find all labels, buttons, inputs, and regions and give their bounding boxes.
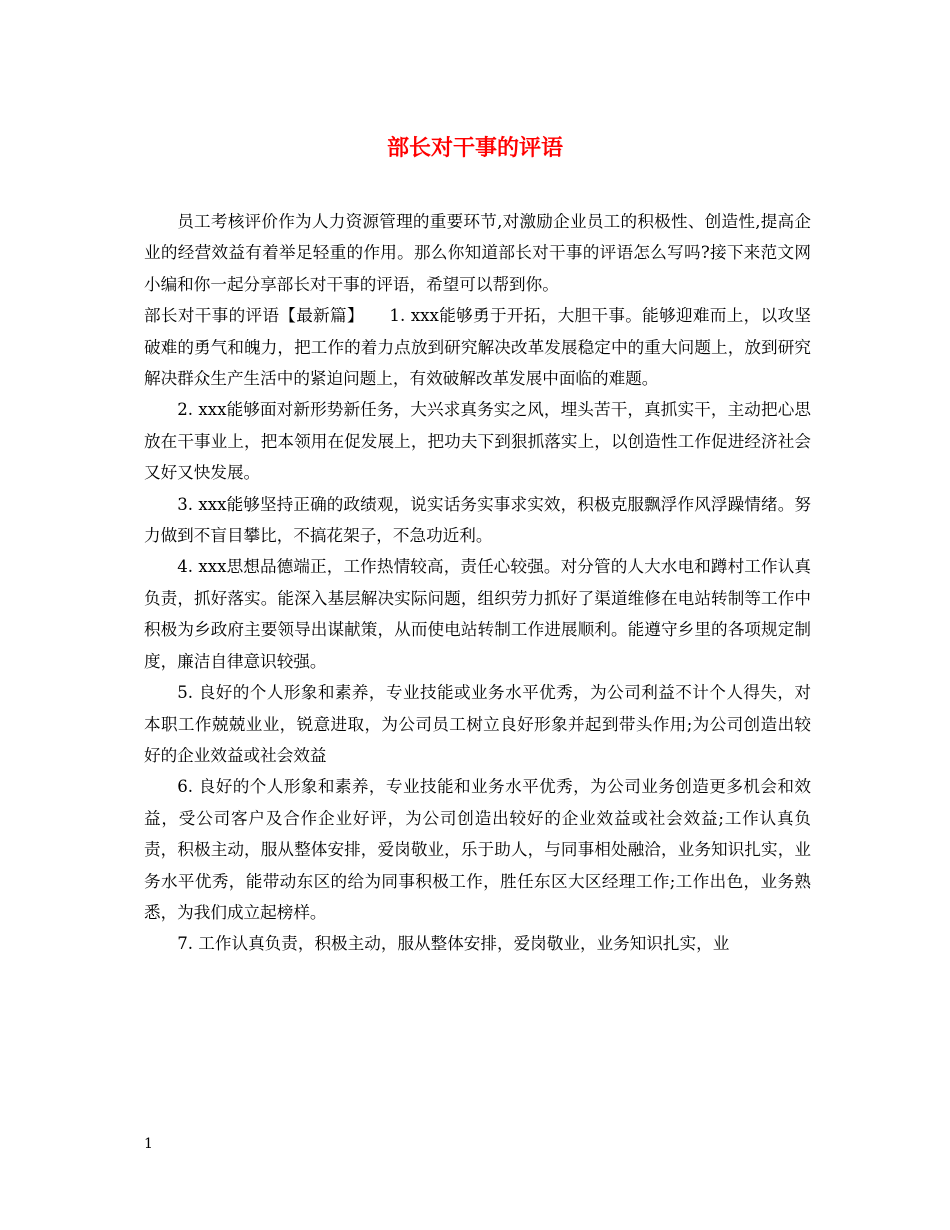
section-heading-paragraph: 部长对干事的评语【最新篇】 1. xxx能够勇于开拓，大胆干事。能够迎难而上，以攻坚破难的勇气和魄力，把工作的着力点放到研究解决改革发展稳定中的重大问题上，放到研究解决群众生产生活中的紧迫问题上，有效破解改革发展中面临的难题。 (144, 306, 811, 389)
comment-paragraph-4: 4. xxx思想品德端正，工作热情较高，责任心较强。对分管的人大水电和蹲村工作认真负责，抓好落实。能深入基层解决实际问题，组织劳力抓好了渠道维修在电站转制等工作中积极为乡政府主要领导出谋献策，从而使电站转制工作进展顺利。能遵守乡里的各项规定制度，廉洁自律意识较强。 (144, 557, 811, 671)
document-title: 部长对干事的评语 (386, 135, 563, 161)
page-number: 1 (144, 1136, 153, 1152)
comment-paragraph-2: 2. xxx能够面对新形势新任务，大兴求真务实之风，埋头苦干，真抓实干，主动把心思放在干事业上，把本领用在促发展上，把功夫下到狠抓落实上，以创造性工作促进经济社会又好又快发展。 (144, 400, 811, 483)
document-body (144, 206, 811, 960)
intro-paragraph: 员工考核评价作为人力资源管理的重要环节,对激励企业员工的积极性、创造性,提高企业的经营效益有着举足轻重的作用。那么你知道部长对干事的评语怎么写吗?接下来范文网小编和你一起分享部长对干事的评语，希望可以帮到你。 (144, 212, 811, 294)
comment-paragraph-6: 6. 良好的个人形象和素养，专业技能和业务水平优秀，为公司业务创造更多机会和效益，受公司客户及合作企业好评，为公司创造出较好的企业效益或社会效益;工作认真负责，积极主动，服从整体安排，爱岗敬业，乐于助人，与同事相处融洽，业务知识扎实，业务水平优秀，能带动东区的给为同事积极工作，胜任东区大区经理工作;工作出色，业务熟悉，为我们成立起榜样。 (144, 777, 811, 922)
comment-paragraph-3: 3. xxx能够坚持正确的政绩观，说实话务实事求实效，积极克服飘浮作风浮躁情绪。努力做到不盲目攀比，不搞花架子，不急功近利。 (144, 494, 811, 546)
comment-paragraph-5: 5. 良好的个人形象和素养，专业技能或业务水平优秀，为公司利益不计个人得失，对本职工作兢兢业业，锐意进取，为公司员工树立良好形象并起到带头作用;为公司创造出较好的企业效益或社会效益 (144, 683, 811, 765)
comment-paragraph-7: 7. 工作认真负责，积极主动，服从整体安排，爱岗敬业，业务知识扎实，业 (177, 934, 730, 954)
